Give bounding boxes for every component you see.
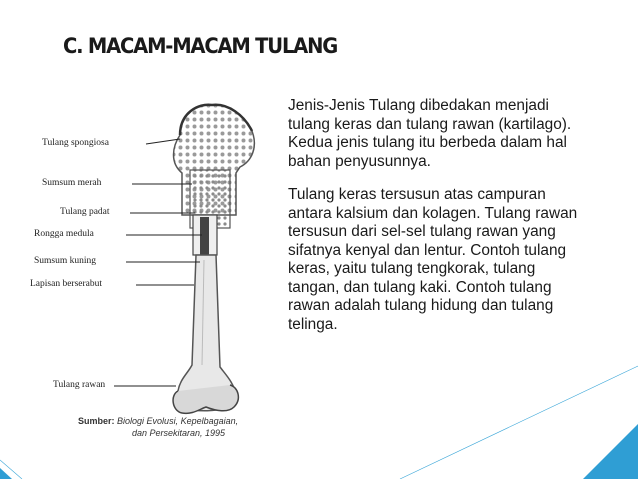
bone-figure <box>30 95 290 455</box>
figure-source <box>78 415 238 439</box>
label-tulang-spongiosa: Tulang spongiosa <box>42 138 109 148</box>
source-label: Sumber: <box>78 416 115 426</box>
paragraph-1: Jenis-Jenis Tulang dibedakan menjadi tulang keras dan tulang rawan (kartilago). Kedua jenis tulang itu berbeda dalam hal bahan penyusunnya. <box>288 97 572 170</box>
corner-triangle <box>583 424 638 479</box>
slide-title: C. MACAM-MACAM TULANG <box>63 34 338 58</box>
label-lapisan-berserabut: Lapisan berserabut <box>30 279 103 289</box>
bone-cavity <box>200 217 209 255</box>
source-line-2: dan Persekitaran, 1995 <box>132 428 226 438</box>
paragraph-2: Tulang keras tersusun atas campuran antara kalsium dan kolagen. Tulang rawan tersusun dari sel-sel tulang rawan yang sifatnya kenyal dan lentur. Contoh tulang keras, yaitu tulang tengkorak, tulang tangan, dan tulang kaki. Contoh tulang rawan adalah tulang hidung dan tulang telinga. <box>288 186 578 333</box>
corner-stripe <box>0 468 12 479</box>
label-tulang-rawan: Tulang rawan <box>53 380 106 390</box>
label-sumsum-merah: Sumsum merah <box>42 178 102 188</box>
label-rongga-medula: Rongga medula <box>34 229 94 239</box>
slide-body <box>288 97 588 334</box>
label-sumsum-kuning: Sumsum kuning <box>34 256 97 266</box>
source-line-1: Biologi Evolusi, Kepelbagaian, <box>117 416 239 426</box>
bone-diagram <box>30 95 290 455</box>
label-tulang-padat: Tulang padat <box>60 207 110 217</box>
